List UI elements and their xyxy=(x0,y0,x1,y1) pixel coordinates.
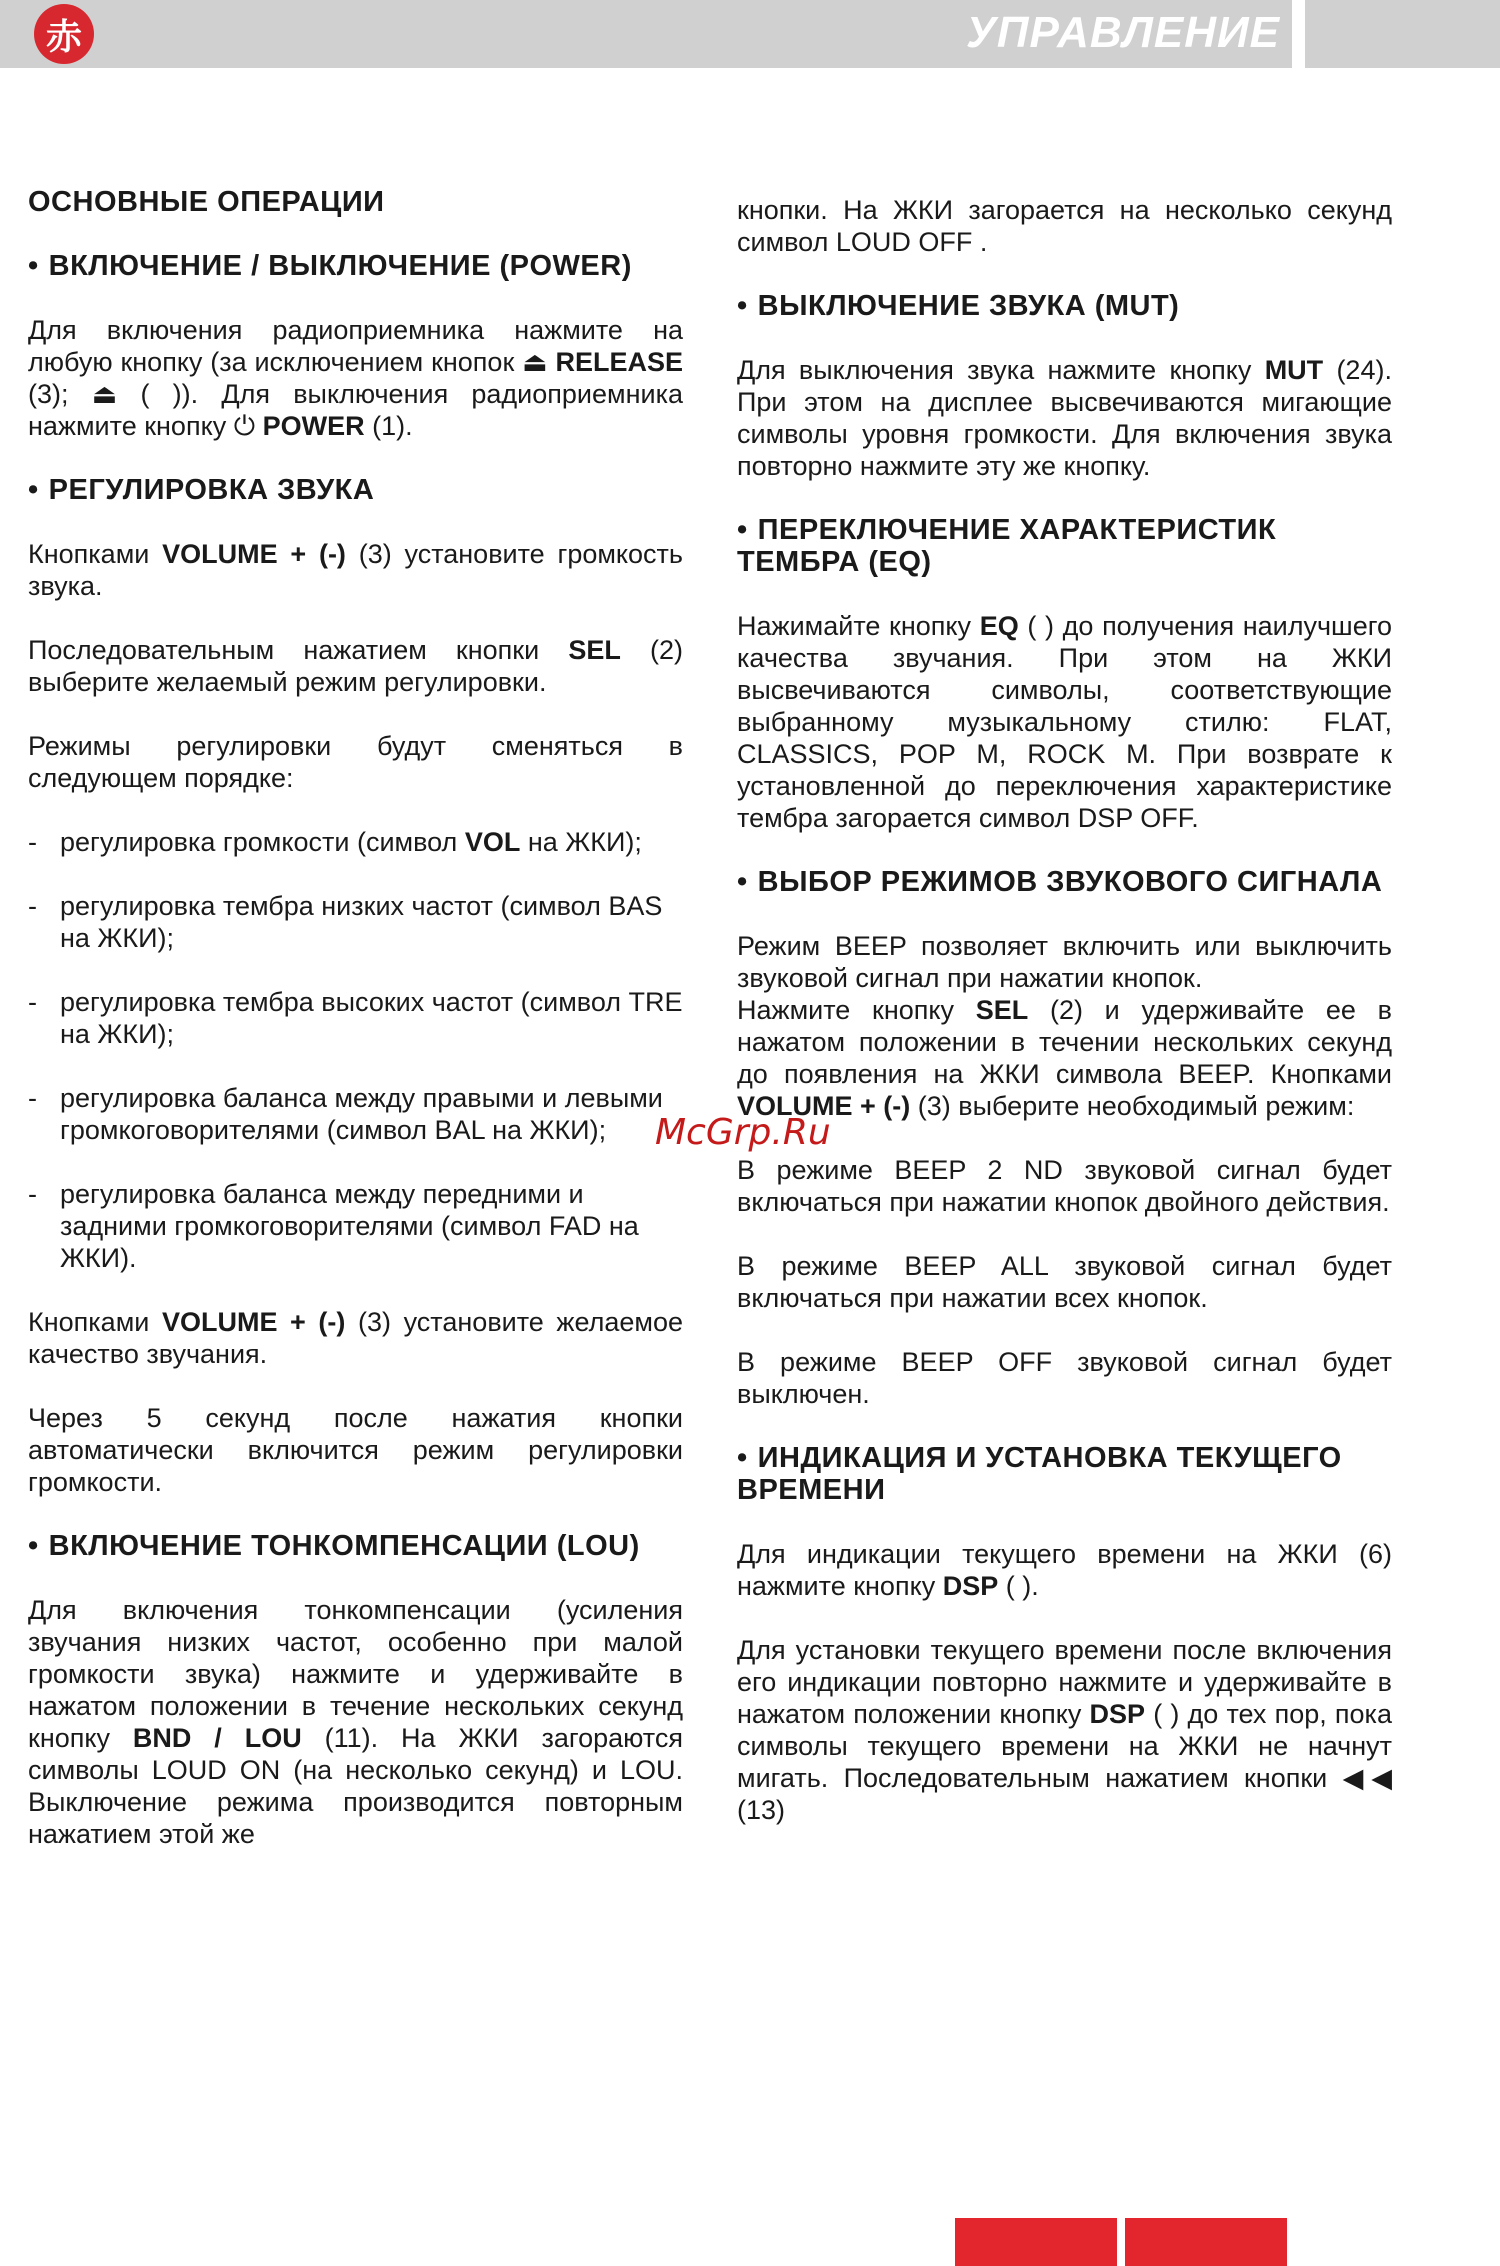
section-heading-beep: • ВЫБОР РЕЖИМОВ ЗВУКОВОГО СИГНАЛА xyxy=(737,866,1383,898)
eject-icon: ⏏ xyxy=(91,379,118,409)
time-paragraph-2: Для установки текущего времени после включения его индикации повторно нажмите и удерживайте в нажатом положении кнопку DSP ( ) до тех пор, пока символы текущего времени на ЖКИ не начнут мигать. Последовательным нажатием кнопки ◀◀ (13) xyxy=(737,1635,1392,1825)
power-paragraph: Для включения радиоприемника нажмите на любую кнопку (за исключением кнопок ⏏ RELEASE (3); ⏏ ( )). Для выключения радиоприемника нажмите кнопку ⏻ POWER (1). xyxy=(28,315,683,441)
section-heading-lou: • ВКЛЮЧЕНИЕ ТОНКОМПЕНСАЦИИ (LOU) xyxy=(28,1530,640,1562)
watermark: McGrp.Ru xyxy=(655,1112,831,1153)
section-heading-sound: • РЕГУЛИРОВКА ЗВУКА xyxy=(28,474,375,506)
header-bar-right xyxy=(1305,0,1500,68)
time-paragraph-1: Для индикации текущего времени на ЖКИ (6) нажмите кнопку DSP ( ). xyxy=(737,1539,1392,1601)
list-item: - регулировка тембра высоких частот (символ TRE на ЖКИ); xyxy=(28,987,683,1049)
sound-paragraph-3: Режимы регулировки будут сменяться в следующем порядке: xyxy=(28,731,683,793)
footer-bar-right xyxy=(1125,2218,1287,2266)
eject-icon: ⏏ xyxy=(522,347,548,377)
rewind-icon: ◀◀ xyxy=(1342,1763,1392,1793)
list-item: - регулировка громкости (символ VOL на ЖКИ); xyxy=(28,827,642,857)
page-title: УПРАВЛЕНИЕ xyxy=(966,8,1280,57)
beep-paragraph-1: Режим BEEP позволяет включить или выключить звуковой сигнал при нажатии кнопок. xyxy=(737,931,1392,993)
footer-bar-left xyxy=(955,2218,1117,2266)
main-heading: ОСНОВНЫЕ ОПЕРАЦИИ xyxy=(28,186,385,218)
section-heading-time: • ИНДИКАЦИЯ И УСТАНОВКА ТЕКУЩЕГО ВРЕМЕНИ xyxy=(737,1442,1342,1506)
left-column xyxy=(28,186,683,1882)
beep-paragraph-4: В режиме BEEP ALL звуковой сигнал будет включаться при нажатии всех кнопок. xyxy=(737,1251,1392,1313)
list-item: - регулировка тембра низких частот (символ BAS на ЖКИ); xyxy=(28,891,663,953)
list-item: - регулировка баланса между правыми и левыми громкоговорителями (символ BAL на ЖКИ); xyxy=(28,1083,663,1145)
beep-paragraph-2: Нажмите кнопку SEL (2) и удерживайте ее в нажатом положении в течении нескольких секунд до появления на ЖКИ символа BEEP. Кнопками VOLUME + (-) (3) выберите необходимый режим: xyxy=(737,995,1392,1121)
sound-paragraph-4: Кнопками VOLUME + (-) (3) установите желаемое качество звучания. xyxy=(28,1307,683,1369)
list-item: - регулировка баланса между передними и задними громкоговорителями (символ FAD на ЖКИ). xyxy=(28,1179,639,1273)
sound-paragraph-2: Последовательным нажатием кнопки SEL (2) выберите желаемый режим регулировки. xyxy=(28,635,683,697)
beep-paragraph-3: В режиме BEEP 2 ND звуковой сигнал будет включаться при нажатии кнопок двойного действия. xyxy=(737,1155,1392,1217)
brand-logo-icon: 赤 xyxy=(34,4,94,64)
sound-paragraph-5: Через 5 секунд после нажатия кнопки автоматически включится режим регулировки громкости. xyxy=(28,1403,683,1497)
mut-paragraph: Для выключения звука нажмите кнопку MUT (24). При этом на дисплее высвечиваются мигающие символы уровня громкости. Для включения звука повторно нажмите эту же кнопку. xyxy=(737,355,1392,481)
section-heading-power: • ВКЛЮЧЕНИЕ / ВЫКЛЮЧЕНИЕ (POWER) xyxy=(28,250,632,282)
lou-paragraph: Для включения тонкомпенсации (усиления звучания низких частот, особенно при малой громкости звука) нажмите и удерживайте в нажатом положении в течение нескольких секунд кнопку BND / LOU (11). На ЖКИ загораются символы LOUD ON (на несколько секунд) и LOU. Выключение режима производится повторным нажатием этой же xyxy=(28,1595,683,1849)
sound-paragraph-1: Кнопками VOLUME + (-) (3) установите громкость звука. xyxy=(28,539,683,601)
beep-paragraph-5: В режиме BEEP OFF звуковой сигнал будет выключен. xyxy=(737,1347,1392,1409)
eq-paragraph: Нажимайте кнопку EQ ( ) до получения наилучшего качества звучания. При этом на ЖКИ высвечиваются символы, соответствующие выбранному музыкальному стилю: FLAT, CLASSICS, POP M, ROCK M. При возврате к установленной до переключения характеристике тембра загорается символ DSP OFF. xyxy=(737,611,1392,833)
lou-continuation: кнопки. На ЖКИ загорается на несколько секунд символ LOUD OFF . xyxy=(737,195,1392,257)
section-heading-eq: • ПЕРЕКЛЮЧЕНИЕ ХАРАКТЕРИСТИК ТЕМБРА (EQ) xyxy=(737,514,1277,578)
right-column xyxy=(737,194,1392,1858)
section-heading-mut: • ВЫКЛЮЧЕНИЕ ЗВУКА (MUT) xyxy=(737,290,1180,322)
power-icon: ⏻ xyxy=(233,411,256,441)
